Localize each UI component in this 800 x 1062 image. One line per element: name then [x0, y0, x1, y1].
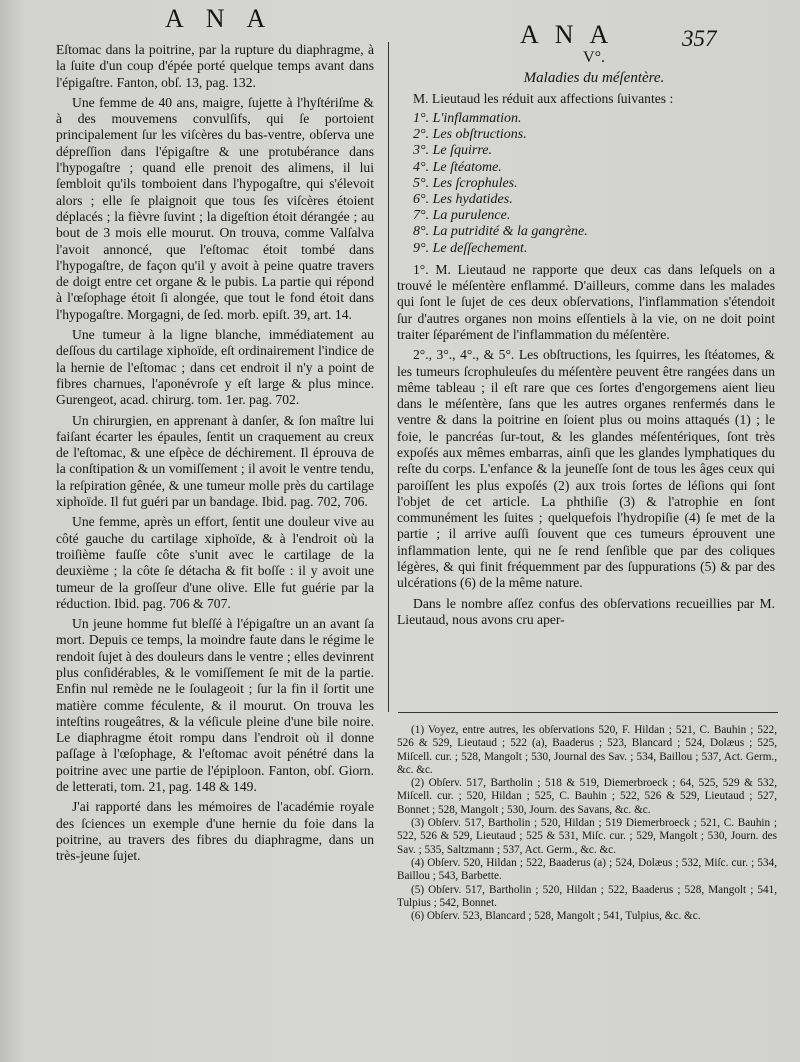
- list-item: 2°. Les obſtructions.: [413, 127, 527, 143]
- footnote: (4) Obſerv. 520, Hildan ; 522, Baaderus (a) ; 524, Dolæus ; 532, Miſc. cur. ; 534, Baillou ; 543, Barbette.: [397, 856, 777, 883]
- footnotes: [397, 724, 777, 923]
- left-paragraph: Un chirurgien, en apprenant à danſer, & ſon maître lui faiſant écarter les épaules, ſentit un craquement au creux de l'eſtomac, & une eſpèce de déchirement. Il éprouva de la conſtipation & un vomiſſement ; il avoit le ventre tendu, la reſpiration gênée, & une tumeur molle près du cartilage xiphoïde. Il fut guéri par un bandage. Ibid. pag. 702, 706.: [56, 412, 374, 510]
- list-item: 6°. Les hydatides.: [413, 191, 513, 207]
- right-paragraph: 1°. M. Lieutaud ne rapporte que deux cas dans leſquels on a trouvé le méſentère enflammé. D'ailleurs, comme dans les malades qui ſont le ſujet de ces deux obſervations, l'inflammation s'étendoit ſur d'autres organes non moins eſſentiels à la vie, on ne doit point traiter ſéparément de l'inflammation du méſentère.: [397, 261, 775, 342]
- list-item: 5°. Les ſcrophules.: [413, 175, 518, 191]
- footnote: (3) Obſerv. 517, Bartholin ; 520, Hildan ; 519 Diemerbroeck ; 521, C. Bauhin ; 522, 526 & 529, Lieutaud ; 525 & 531, Miſc. cur. ; 529, Mangolt ; 530, Journ. des Sav. ; 535, Saltzmann ; 537, Act. Germ., &c. &c.: [397, 817, 777, 856]
- footnote: (2) Obſerv. 517, Bartholin ; 518 & 519, Diemerbroeck ; 64, 525, 529 & 532, Miſcell. cur. ; 520, Hildan ; 525, C. Bauhin ; 522, 526 & 529, Lieutaud ; 527, Bonnet ; 528, Mangolt ; 530, Journ. des Savans, &c. &c.: [397, 777, 777, 816]
- column-divider: [388, 42, 389, 712]
- footnote: (5) Obſerv. 517, Bartholin ; 520, Hildan ; 522, Baaderus ; 528, Mangolt ; 541, Tulpius ; 542, Bonnet.: [397, 883, 777, 909]
- list-item: 4°. Le ſtéatome.: [413, 159, 502, 175]
- list-item: 1°. L'inflammation.: [413, 110, 522, 126]
- list-item: 9°. Le deſſechement.: [413, 240, 528, 256]
- left-paragraph: Une tumeur à la ligne blanche, immédiatement au deſſous du cartilage xiphoïde, eſt ordinairement l'indice de la hernie de l'eſtomac ; dans cet endroit il n'y a point de fibres charnues, l'aponévroſe y eſt large & plus mince. Gurengeot, acad. chirurg. tom. 1er. pag. 702.: [56, 327, 374, 408]
- running-header-right: ANA: [520, 20, 625, 49]
- right-column: [397, 50, 775, 632]
- left-paragraph: Eſtomac dans la poitrine, par la rupture du diaphragme, à la ſuite d'un coup d'épée porté quelque temps avant dans l'épigaſtre. Fanton, obſ. 13, pag. 132.: [56, 42, 374, 90]
- list-item: 7°. La purulence.: [413, 208, 511, 224]
- right-paragraph: 2°., 3°., 4°., & 5°. Les obſtructions, les ſquirres, les ſtéatomes, & les tumeurs ſcrophuleuſes du méſentère peuvent être rangées dans un même tableau ; il eſt rare que ces ſortes d'engorgemens aient lieu dans le méſentère, ſans que les autres organes renfermés dans le ventre & dans la poitrine en ſoient plus ou moins attaqués (1) ; le foie, le pancréas ſur-tout, & les glandes méſentériques, ſont très expoſés aux mêmes embarras, ainſi que les glandes lymphatiques du reſte du corps. L'enfance & la jeuneſſe ſont de tous les âges ceux qui paroiſſent les plus expoſés (2) aux trois ſortes de léſions qui ſont l'objet de cet article. La phthiſie (3) & l'atrophie en ſont communément les ſuites ; quelquefois l'hydropiſie (4) ſe met de la partie ; il arrive auſſi ſouvent que ces tumeurs éprouvent une inflammation lente, qui ne ſe rend ſenſible que par des coliques légères, & qui finit fréquemment par des ſuppurations (5) & par des ulcérations (6) de la même nature.: [397, 347, 775, 591]
- page-number: 357: [682, 26, 717, 51]
- section-title: Maladies du méſentère.: [523, 70, 665, 87]
- footnote-rule: [398, 712, 778, 713]
- disease-list: [413, 111, 775, 257]
- left-paragraph: Une femme de 40 ans, maigre, ſujette à l'hyſtériſme & à des mouvemens convulſifs, qui ſe portoient principalement ſur les viſcères du bas-ventre, obſerva une dépreſſion dans l'épigaſtre & une protubérance dans l'hypogaſtre ; quand elle prenoit des alimens, il lui ſembloit qu'ils tomboient dans l'hypogaſtre, qui s'élevoit alors ; elle ſe plaignoit que tous ſes viſcères étoient déplacés ; la fièvre ſuvint ; la digeſtion étoit dérangée ; au bout de 3 mois elle mourut. On trouva, comme Valſalva l'avoit annoncé, que l'eſtomac étoit tombé dans l'hypogaſtre, de façon qu'il y avoit à peine quatre travers de doigt entre cet organe & le pubis. La partie qui répond à l'œſophage étoit ſi alongée, que tout le fond étoit dans l'hypogaſtre. Morgagni, de ſed. morb. epiſt. 39, art. 14.: [56, 94, 374, 322]
- left-paragraph: Un jeune homme fut bleſſé à l'épigaſtre un an avant ſa mort. Depuis ce temps, la moindre faute dans le régime le rendoit ſujet à des douleurs dans le ventre ; elles devinrent plus conſidérables, & le vomiſſement ſe mit de la partie. Enfin nul remède ne le ſoulageoit ; ſur la fin il ſortit une matière comme féculente, & il mourut. On trouva les inteſtins rougeâtres, & la véſicule pleine d'une bile noire. Le diaphragme étoit rompu dans l'endroit où il donne paſſage à l'œſophage, & l'eſtomac avoit pénétré dans la poitrine avec une partie de l'épiploon. Fanton, obſ. Giorn. de letterati, tom. 21, pag. 148 & 149.: [56, 616, 374, 795]
- left-paragraph: Une femme, après un effort, ſentit une douleur vive au côté gauche du cartilage xiphoïde, & à l'endroit où la troiſième fauſſe côte s'unit avec le cartilage de la deuxième ; la côte ſe détacha & fit boſſe : il y avoit une tumeur de la groſſeur d'une olive. Elle fut guérie par la réduction. Ibid. pag. 706 & 707.: [56, 514, 374, 611]
- list-item: 8°. La putridité & la gangrène.: [413, 224, 588, 240]
- list-item: 3°. Le ſquirre.: [413, 143, 492, 159]
- section-number: V°.: [583, 49, 605, 66]
- left-column: [56, 42, 374, 869]
- section-intro: M. Lieutaud les réduit aux affections ſuivantes :: [413, 90, 674, 106]
- running-header-left: ANA: [165, 4, 288, 33]
- footnote: (1) Voyez, entre autres, les obſervations 520, F. Hildan ; 521, C. Bauhin ; 522, 526 & 529, Lieutaud ; 522 (a), Baaderus ; 523, Blancard ; 524, Dolæus ; 525, Miſcell. cur. ; 528, Mangolt ; 530, Journal des Sav. ; 534, Baillou ; 537, Act. Germ., &c. &c.: [397, 724, 777, 776]
- footnote: (6) Obſerv. 523, Blancard ; 528, Mangolt ; 541, Tulpius, &c. &c.: [411, 910, 701, 923]
- left-paragraph: J'ai rapporté dans les mémoires de l'académie royale des ſciences un exemple d'une hernie du foie dans la poitrine, au travers des fibres du diaphragme, dans un très-jeune ſujet.: [56, 799, 374, 864]
- right-paragraph: Dans le nombre aſſez confus des obſervations recueillies par M. Lieutaud, nous avons cru aper-: [397, 595, 775, 627]
